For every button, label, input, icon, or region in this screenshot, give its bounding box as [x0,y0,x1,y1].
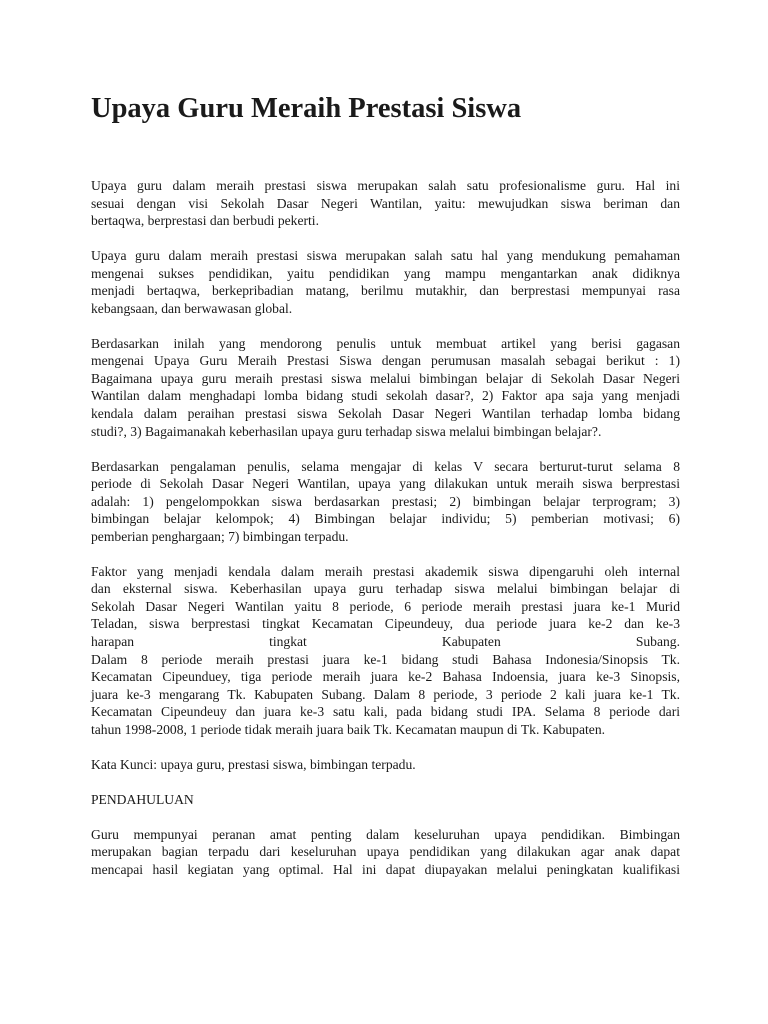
text-line: Berdasarkan pengalaman penulis, selama mengajar di kelas V secara berturut-turut selama 8 [91,458,680,474]
text-line: Wantilan dalam menghadapi lomba bidang studi sekolah dasar?, 2) Faktor apa saja yang menjadi [91,388,680,404]
paragraph-keywords [91,756,680,774]
text-line: studi?, 3) Bagaimanakah keberhasilan upaya guru terhadap siswa melalui bimbingan belajar?. [91,423,602,439]
text-line: bertaqwa, berprestasi dan berbudi pekerti. [91,213,319,229]
text-line: Dalam 8 periode meraih prestasi juara ke-1 bidang studi Bahasa Indonesia/Sinopsis Tk. [91,651,680,667]
document-body [91,177,680,896]
text-line: periode di Sekolah Dasar Negeri Wantilan, upaya yang dilakukan untuk meraih siswa berprestasi [91,476,680,492]
text-line: Kecamatan Cipeundeuy dan juara ke-3 satu kali, pada bidang studi IPA. Selama 8 periode dari [91,704,680,720]
text-line: Bagaimana upaya guru meraih prestasi siswa melalui bimbingan belajar di Sekolah Dasar Negeri [91,370,680,386]
text-line: pemberian penghargaan; 7) bimbingan terpadu. [91,528,349,544]
text-line: Teladan, siswa berprestasi tingkat Kecamatan Cipeundeuy, dua periode juara ke-2 dan ke-3 [91,616,680,632]
text-line: Upaya guru dalam meraih prestasi siswa merupakan salah satu hal yang mendukung pemahaman [91,248,680,264]
text-line: Berdasarkan inilah yang mendorong penulis untuk membuat artikel yang berisi gagasan [91,335,680,351]
text-line: dan eksternal siswa. Keberhasilan upaya guru terhadap siswa melalui bimbingan belajar di [91,581,680,597]
paragraph-results [91,563,680,738]
text-line: Guru mempunyai peranan amat penting dalam keseluruhan upaya pendidikan. Bimbingan [91,826,680,842]
text-line: sesuai dengan visi Sekolah Dasar Negeri Wantilan, yaitu: mewujudkan siswa beriman dan [91,195,680,211]
text-line: harapan tingkat Kabupaten Subang. [91,634,680,650]
text-line: bimbingan belajar kelompok; 4) Bimbingan belajar individu; 5) pemberian motivasi; 6) [91,511,680,527]
paragraph-problem-statement [91,335,680,440]
keywords-line: Kata Kunci: upaya guru, prestasi siswa, bimbingan terpadu. [91,756,416,772]
text-line: mengenai sukses pendidikan, yaitu pendidikan yang mampu mengantarkan anak didiknya [91,265,680,281]
text-line: juara ke-3 mengarang Tk. Kabupaten Subang. Dalam 8 periode, 3 periode 2 kali juara ke-1 Tk. [91,686,680,702]
section-heading-introduction [91,791,680,809]
text-line: mencapai hasil kegiatan yang optimal. Hal ini dapat diupayakan melalui peningkatan kualifikasi [91,862,680,877]
text-line: kebangsaan, dan berwawasan global. [91,300,293,316]
text-line: mengenai Upaya Guru Meraih Prestasi Siswa dengan perumusan masalah sebagai berikut : 1) [91,353,680,369]
text-line: Sekolah Dasar Negeri Wantilan yaitu 8 periode, 6 periode meraih prestasi juara ke-1 Murid [91,598,680,614]
text-line: Faktor yang menjadi kendala dalam meraih prestasi akademik siswa dipengaruhi oleh internal [91,563,680,579]
text-line: menjadi bertaqwa, berkepribadian matang, berilmu mutakhir, dan berprestasi mempunyai rasa [91,283,680,299]
text-line: merupakan bagian terpadu dari keseluruhan upaya pendidikan yang dilakukan agar anak dapat [91,844,680,860]
text-line: adalah: 1) pengelompokkan siswa berdasarkan prestasi; 2) bimbingan belajar terprogram; 3) [91,493,680,509]
document-title: Upaya Guru Meraih Prestasi Siswa [91,93,522,124]
text-line: kendala dalam peraihan prestasi siswa Sekolah Dasar Negeri Wantilan terhadap lomba bidang [91,406,680,422]
paragraph-intro-2 [91,247,680,317]
text-line: Kecamatan Cipeunduey, tiga periode meraih juara ke-2 Bahasa Indoensia, juara ke-3 Sinopsis, [91,669,680,685]
text-line: tahun 1998-2008, 1 periode tidak meraih juara baik Tk. Kecamatan maupun di Tk. Kabupaten. [91,721,606,737]
section-heading: PENDAHULUAN [91,791,194,807]
text-line: Upaya guru dalam meraih prestasi siswa merupakan salah satu profesionalisme guru. Hal ini [91,178,680,193]
paragraph-intro-1 [91,177,680,230]
paragraph-introduction-1 [91,826,680,879]
paragraph-experience [91,458,680,546]
